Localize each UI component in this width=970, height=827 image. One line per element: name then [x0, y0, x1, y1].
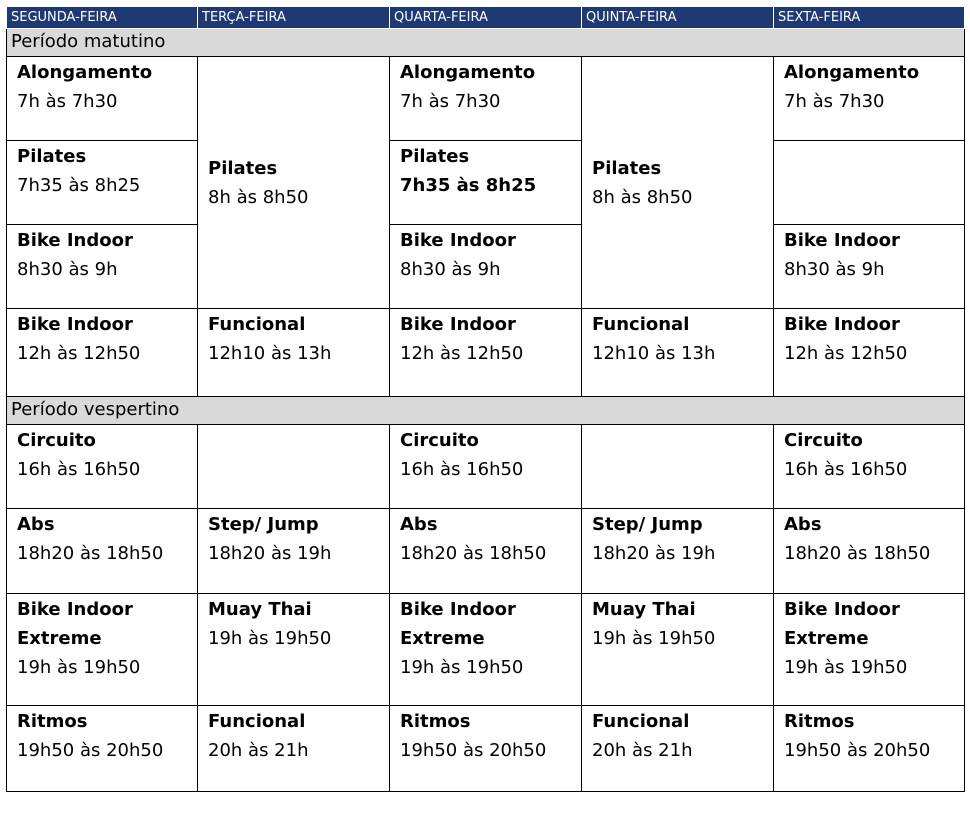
class-cell: [390, 509, 582, 594]
class-time: 19h às 19h50: [400, 657, 524, 678]
class-title-line2: Extreme: [784, 628, 869, 649]
table-row: [7, 309, 965, 397]
class-title: Step/ Jump: [592, 514, 703, 535]
class-title: Bike Indoor: [400, 314, 516, 335]
class-time: 7h às 7h30: [17, 91, 118, 112]
class-title: Ritmos: [400, 711, 471, 732]
class-cell: [390, 57, 582, 141]
class-title: Ritmos: [17, 711, 88, 732]
class-title: Circuito: [17, 430, 96, 451]
class-cell: [7, 225, 198, 309]
class-title: Funcional: [592, 314, 690, 335]
class-cell: [7, 594, 198, 706]
period-row-morning: [7, 29, 965, 57]
class-cell: [582, 706, 774, 792]
class-cell: [7, 309, 198, 397]
class-cell: [774, 706, 965, 792]
class-title: Bike Indoor: [784, 230, 900, 251]
class-time: 20h às 21h: [208, 740, 309, 761]
class-cell: [7, 706, 198, 792]
class-title: Alongamento: [400, 62, 536, 83]
class-time: 20h às 21h: [592, 740, 693, 761]
class-title-line2: Extreme: [17, 628, 102, 649]
class-time: 16h às 16h50: [784, 459, 908, 480]
class-cell: [7, 141, 198, 225]
class-title: Bike Indoor: [400, 230, 516, 251]
class-title: Funcional: [208, 314, 306, 335]
class-cell: [582, 57, 774, 309]
class-time: 12h às 12h50: [400, 343, 524, 364]
class-time: 12h10 às 13h: [208, 343, 332, 364]
class-time: 19h50 às 20h50: [784, 740, 931, 761]
empty-cell: [582, 425, 774, 509]
class-title: Abs: [400, 514, 438, 535]
class-title: Bike Indoor: [400, 599, 516, 620]
period-row-afternoon: [7, 397, 965, 425]
class-time: 8h30 às 9h: [17, 259, 118, 280]
class-title: Bike Indoor: [17, 314, 133, 335]
class-time: 16h às 16h50: [400, 459, 524, 480]
class-cell: [198, 594, 390, 706]
table-row: [7, 57, 965, 141]
class-title: Abs: [784, 514, 822, 535]
class-cell: [582, 309, 774, 397]
class-title: Abs: [17, 514, 55, 535]
weekly-class-schedule-table: [6, 7, 965, 792]
class-time: 18h20 às 19h: [592, 543, 716, 564]
day-header-wednesday: QUARTA-FEIRA: [390, 7, 582, 29]
class-title: Ritmos: [784, 711, 855, 732]
table-row: [7, 425, 965, 509]
table-row: [7, 706, 965, 792]
class-time: 8h30 às 9h: [400, 259, 501, 280]
empty-cell: [774, 141, 965, 225]
class-time: 7h às 7h30: [400, 91, 501, 112]
class-cell: [774, 425, 965, 509]
class-title: Circuito: [400, 430, 479, 451]
class-title: Bike Indoor: [17, 230, 133, 251]
class-cell: [774, 594, 965, 706]
period-label-afternoon: Período vespertino: [7, 397, 965, 425]
table-row: [7, 594, 965, 706]
class-time: 7h35 às 8h25: [17, 175, 141, 196]
class-cell: [774, 225, 965, 309]
class-title: Muay Thai: [592, 599, 696, 620]
class-cell: [774, 509, 965, 594]
class-title: Pilates: [592, 158, 662, 179]
class-cell: [774, 57, 965, 141]
class-time: 7h às 7h30: [784, 91, 885, 112]
class-title: Funcional: [592, 711, 690, 732]
class-title: Alongamento: [784, 62, 920, 83]
class-cell: [390, 309, 582, 397]
class-cell: [390, 225, 582, 309]
class-title: Bike Indoor: [17, 599, 133, 620]
day-header-thursday: QUINTA-FEIRA: [582, 7, 774, 29]
class-cell: [774, 309, 965, 397]
class-title: Circuito: [784, 430, 863, 451]
table-row: [7, 141, 965, 225]
class-title: Bike Indoor: [784, 599, 900, 620]
class-time: 19h50 às 20h50: [400, 740, 547, 761]
class-time: 18h20 às 18h50: [17, 543, 164, 564]
class-cell: [7, 425, 198, 509]
class-time: 8h30 às 9h: [784, 259, 885, 280]
day-header-monday: SEGUNDA-FEIRA: [7, 7, 198, 29]
class-cell: [198, 509, 390, 594]
class-time: 18h20 às 19h: [208, 543, 332, 564]
class-cell: [390, 594, 582, 706]
class-cell: [198, 309, 390, 397]
class-cell: [198, 706, 390, 792]
class-time: 19h às 19h50: [208, 628, 332, 649]
class-time: 19h às 19h50: [592, 628, 716, 649]
class-cell: [582, 594, 774, 706]
class-time: 19h50 às 20h50: [17, 740, 164, 761]
table-row: [7, 509, 965, 594]
class-title: Pilates: [17, 146, 87, 167]
header-row: [7, 7, 965, 29]
class-cell: [7, 509, 198, 594]
class-time: 19h às 19h50: [17, 657, 141, 678]
class-time: 18h20 às 18h50: [784, 543, 931, 564]
class-title: Bike Indoor: [784, 314, 900, 335]
day-header-friday: SEXTA-FEIRA: [774, 7, 965, 29]
period-label-morning: Período matutino: [7, 29, 965, 57]
class-time: 8h às 8h50: [208, 187, 309, 208]
class-title-line2: Extreme: [400, 628, 485, 649]
class-title: Pilates: [208, 158, 278, 179]
class-time: 16h às 16h50: [17, 459, 141, 480]
class-title: Step/ Jump: [208, 514, 319, 535]
class-time: 18h20 às 18h50: [400, 543, 547, 564]
class-time: 12h às 12h50: [17, 343, 141, 364]
class-time: 12h às 12h50: [784, 343, 908, 364]
class-title: Muay Thai: [208, 599, 312, 620]
class-time: 8h às 8h50: [592, 187, 693, 208]
class-title: Pilates: [400, 146, 470, 167]
table-row: [7, 225, 965, 309]
day-header-tuesday: TERÇA-FEIRA: [198, 7, 390, 29]
class-title: Funcional: [208, 711, 306, 732]
class-time: 19h às 19h50: [784, 657, 908, 678]
class-cell: [390, 141, 582, 225]
class-time: 12h10 às 13h: [592, 343, 716, 364]
class-cell: [390, 706, 582, 792]
class-cell: [198, 57, 390, 309]
class-cell: [390, 425, 582, 509]
class-cell: [7, 57, 198, 141]
class-time: 7h35 às 8h25: [400, 175, 537, 196]
class-cell: [582, 509, 774, 594]
empty-cell: [198, 425, 390, 509]
class-title: Alongamento: [17, 62, 153, 83]
